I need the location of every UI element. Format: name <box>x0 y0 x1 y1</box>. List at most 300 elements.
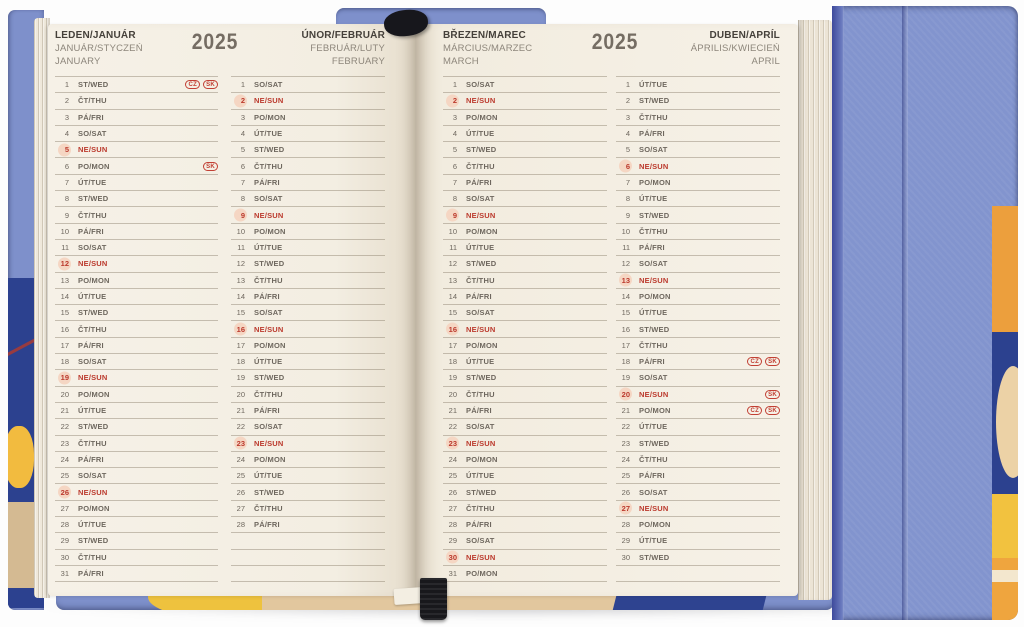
day-number: 15 <box>60 308 69 318</box>
holiday-badge-sk: SK <box>765 390 780 399</box>
day-row <box>616 452 780 468</box>
day-row <box>55 403 218 419</box>
day-name: ČT/THU <box>78 438 107 448</box>
month-title-en: JANUARY <box>55 56 101 67</box>
empty-row <box>231 533 385 549</box>
day-number: 7 <box>625 177 630 187</box>
holiday-badges <box>747 406 780 415</box>
day-row <box>443 289 607 305</box>
day-number: 21 <box>621 406 630 416</box>
day-name: PO/MON <box>78 503 110 513</box>
day-name: ÚT/TUE <box>639 80 668 90</box>
day-name: NE/SUN <box>639 161 669 171</box>
day-name: SO/SAT <box>254 308 283 318</box>
day-name: PÁ/FRI <box>466 406 492 416</box>
day-number: 27 <box>60 503 69 513</box>
cover-art-orange-patch <box>992 206 1018 334</box>
month-title-cs-sk: DUBEN/APRÍL <box>709 30 780 41</box>
day-name: PO/MON <box>639 406 671 416</box>
day-name: SO/SAT <box>254 80 283 90</box>
flap-hinge-crease <box>832 6 844 620</box>
day-row <box>55 354 218 370</box>
month-column-january <box>55 29 218 582</box>
month-title-en: MARCH <box>443 56 479 67</box>
day-name: PO/MON <box>639 177 671 187</box>
day-number: 10 <box>236 226 245 236</box>
day-name: PÁ/FRI <box>78 340 104 350</box>
day-number: 7 <box>452 177 457 187</box>
day-name: SO/SAT <box>466 536 495 546</box>
day-row <box>616 77 780 93</box>
day-number: 19 <box>236 373 245 383</box>
day-number: 26 <box>621 487 630 497</box>
day-number: 16 <box>60 324 69 334</box>
day-name: ST/WED <box>254 259 285 269</box>
day-row <box>55 224 218 240</box>
month-header <box>616 29 780 68</box>
day-name: NE/SUN <box>78 373 108 383</box>
day-name: NE/SUN <box>639 275 669 285</box>
day-row-sunday <box>55 256 218 272</box>
day-row-sunday <box>55 370 218 386</box>
day-row <box>616 256 780 272</box>
day-row <box>55 175 218 191</box>
day-number: 10 <box>621 226 630 236</box>
day-row <box>616 338 780 354</box>
month-title-cs-sk: BŘEZEN/MAREC <box>443 30 526 41</box>
day-number: 15 <box>448 308 457 318</box>
day-row-sunday <box>443 93 607 109</box>
magnetic-cover-flap <box>832 6 1018 620</box>
day-row <box>443 387 607 403</box>
day-row <box>443 338 607 354</box>
day-name: ÚT/TUE <box>78 292 107 301</box>
day-number: 16 <box>443 325 457 334</box>
day-number: 9 <box>231 211 245 220</box>
day-row <box>55 517 218 533</box>
cover-art-orange-patch <box>992 558 1018 620</box>
day-number: 15 <box>236 308 245 318</box>
month-header <box>231 29 385 68</box>
day-name: ÚT/TUE <box>639 536 668 546</box>
day-number: 24 <box>448 454 457 464</box>
cover-art-yellow-patch <box>8 426 34 488</box>
day-name: PÁ/FRI <box>254 520 280 530</box>
day-row <box>55 77 218 93</box>
day-row <box>443 517 607 533</box>
day-number: 19 <box>448 373 457 383</box>
day-list <box>616 76 780 582</box>
day-number: 12 <box>236 259 245 269</box>
day-name: ÚT/TUE <box>78 520 107 530</box>
day-row <box>231 403 385 419</box>
day-number: 31 <box>448 569 457 579</box>
day-name: ČT/THU <box>78 324 107 334</box>
day-name: PÁ/FRI <box>78 226 104 236</box>
day-number: 30 <box>60 552 69 562</box>
day-number: 25 <box>621 471 630 481</box>
day-number: 17 <box>621 340 630 350</box>
day-row <box>443 452 607 468</box>
day-name: NE/SUN <box>254 96 284 106</box>
day-row <box>55 126 218 142</box>
day-row <box>231 370 385 386</box>
day-row <box>231 240 385 256</box>
day-number: 20 <box>60 389 69 399</box>
day-name: ST/WED <box>78 194 109 204</box>
day-name: PO/MON <box>254 112 286 122</box>
day-name: PÁ/FRI <box>78 454 104 464</box>
day-number: 13 <box>236 275 245 285</box>
day-number: 11 <box>237 243 245 253</box>
day-row <box>616 468 780 484</box>
holiday-badge-cz: CZ <box>747 406 762 415</box>
day-name: PO/MON <box>466 569 498 579</box>
day-row <box>443 175 607 191</box>
day-row <box>231 354 385 370</box>
day-row <box>616 533 780 549</box>
day-name: PÁ/FRI <box>639 357 665 367</box>
day-name: SO/SAT <box>466 194 495 204</box>
day-row <box>55 452 218 468</box>
day-number: 7 <box>64 177 69 187</box>
day-row <box>231 224 385 240</box>
day-name: ÚT/TUE <box>254 471 283 481</box>
day-number: 25 <box>60 471 69 481</box>
day-row <box>231 387 385 403</box>
day-name: SO/SAT <box>639 487 668 497</box>
day-row <box>443 224 607 240</box>
day-row <box>616 224 780 240</box>
day-number: 2 <box>625 96 630 106</box>
day-name: ÚT/TUE <box>639 194 668 204</box>
day-number: 25 <box>236 471 245 481</box>
day-row <box>616 191 780 207</box>
day-number: 27 <box>236 503 245 513</box>
day-row-sunday <box>443 321 607 337</box>
day-row <box>231 273 385 289</box>
day-name: NE/SUN <box>466 210 496 220</box>
day-number: 23 <box>60 438 69 448</box>
day-number: 6 <box>452 161 457 171</box>
day-row <box>443 354 607 370</box>
day-row-sunday <box>443 436 607 452</box>
holiday-badge-sk: SK <box>203 80 218 89</box>
day-name: PÁ/FRI <box>466 520 492 530</box>
day-row-sunday <box>55 142 218 158</box>
day-name: PÁ/FRI <box>254 292 280 301</box>
day-name: ČT/THU <box>466 503 495 513</box>
month-header <box>443 29 607 68</box>
day-number: 16 <box>231 325 245 334</box>
cover-art-cream-stripe <box>992 570 1018 582</box>
holiday-badges <box>185 80 218 89</box>
day-name: PÁ/FRI <box>466 292 492 301</box>
day-row <box>55 566 218 582</box>
day-row <box>55 240 218 256</box>
month-title-hu-pl: FEBRUÁR/LUTY <box>310 43 385 54</box>
holiday-badges <box>765 390 780 399</box>
day-row <box>443 142 607 158</box>
day-name: SO/SAT <box>466 80 495 90</box>
day-name: NE/SUN <box>466 324 496 334</box>
day-row <box>231 501 385 517</box>
day-number: 13 <box>616 276 630 285</box>
day-number: 5 <box>55 145 69 154</box>
month-column-march <box>443 29 607 582</box>
day-name: ÚT/TUE <box>466 129 495 139</box>
day-row <box>443 419 607 435</box>
day-number: 18 <box>621 357 630 367</box>
month-title-en: APRIL <box>751 56 780 67</box>
day-row <box>231 158 385 174</box>
day-number: 23 <box>443 439 457 448</box>
day-name: PO/MON <box>254 226 286 236</box>
bookmark-ribbon <box>420 578 447 620</box>
day-name: ST/WED <box>639 210 670 220</box>
month-column-february <box>231 29 385 582</box>
day-number: 6 <box>240 161 245 171</box>
day-name: ST/WED <box>466 259 497 269</box>
day-number: 13 <box>448 275 457 285</box>
day-row <box>443 370 607 386</box>
day-row <box>443 484 607 500</box>
day-name: SO/SAT <box>78 471 107 481</box>
day-number: 8 <box>64 194 69 204</box>
day-name: PÁ/FRI <box>254 177 280 187</box>
day-name: PO/MON <box>639 520 671 530</box>
day-name: ČT/THU <box>466 389 495 399</box>
day-number: 29 <box>448 536 457 546</box>
day-number: 20 <box>236 389 245 399</box>
day-name: ST/WED <box>254 145 285 155</box>
day-name: NE/SUN <box>78 145 108 155</box>
day-name: PÁ/FRI <box>78 112 104 122</box>
day-name: ÚT/TUE <box>466 471 495 481</box>
day-number: 9 <box>625 210 630 220</box>
day-row <box>231 338 385 354</box>
day-row <box>231 77 385 93</box>
day-name: ÚT/TUE <box>78 406 107 416</box>
day-name: NE/SUN <box>639 389 669 399</box>
day-name: ST/WED <box>639 552 670 562</box>
month-column-april <box>616 29 780 582</box>
day-number: 19 <box>621 373 630 383</box>
day-row <box>616 436 780 452</box>
day-row <box>55 158 218 174</box>
day-number: 7 <box>240 177 245 187</box>
day-number: 21 <box>236 406 245 416</box>
day-number: 15 <box>621 308 630 318</box>
day-number: 4 <box>452 129 457 139</box>
day-number: 1 <box>625 80 630 90</box>
day-row <box>616 305 780 321</box>
day-row <box>55 273 218 289</box>
day-name: PO/MON <box>639 292 671 301</box>
day-row <box>55 191 218 207</box>
flap-outer-artwork <box>992 6 1018 620</box>
day-row-sunday <box>55 484 218 500</box>
day-number: 28 <box>60 520 69 530</box>
day-row <box>55 93 218 109</box>
day-row <box>616 517 780 533</box>
month-title-hu-pl: ÁPRILIS/KWIECIEŃ <box>690 43 780 54</box>
day-number: 17 <box>60 340 69 350</box>
day-number: 24 <box>60 454 69 464</box>
day-name: SO/SAT <box>639 145 668 155</box>
day-row-sunday <box>443 550 607 566</box>
day-name: ČT/THU <box>78 552 107 562</box>
day-number: 13 <box>60 275 69 285</box>
day-row <box>231 517 385 533</box>
day-name: SO/SAT <box>78 243 107 253</box>
day-number: 25 <box>448 471 457 481</box>
day-number: 6 <box>616 162 630 171</box>
page-right <box>416 24 798 596</box>
day-name: PO/MON <box>466 340 498 350</box>
day-name: SO/SAT <box>254 194 283 204</box>
day-name: PO/MON <box>78 275 110 285</box>
day-row-sunday <box>616 273 780 289</box>
day-number: 30 <box>621 552 630 562</box>
day-number: 3 <box>625 112 630 122</box>
day-name: SO/SAT <box>254 422 283 432</box>
day-number: 17 <box>236 340 245 350</box>
day-row-sunday <box>231 321 385 337</box>
day-name: NE/SUN <box>78 487 108 497</box>
month-title-hu-pl: MÁRCIUS/MARZEC <box>443 43 533 54</box>
day-row <box>231 305 385 321</box>
day-row <box>616 142 780 158</box>
day-number: 26 <box>448 487 457 497</box>
day-number: 22 <box>236 422 245 432</box>
day-row-sunday <box>616 501 780 517</box>
day-number: 6 <box>64 161 69 171</box>
day-row <box>443 158 607 174</box>
day-name: ČT/THU <box>254 161 283 171</box>
day-row <box>231 289 385 305</box>
day-name: NE/SUN <box>78 259 108 269</box>
day-number: 18 <box>236 357 245 367</box>
day-number: 29 <box>621 536 630 546</box>
day-name: PÁ/FRI <box>639 471 665 481</box>
holiday-badges <box>203 162 218 171</box>
day-number: 24 <box>236 454 245 464</box>
day-row <box>443 240 607 256</box>
day-row-sunday <box>231 93 385 109</box>
day-number: 28 <box>448 520 457 530</box>
day-row <box>443 273 607 289</box>
day-row <box>231 484 385 500</box>
day-number: 29 <box>60 536 69 546</box>
day-row <box>231 175 385 191</box>
holiday-badge-cz: CZ <box>185 80 200 89</box>
day-name: PÁ/FRI <box>78 569 104 579</box>
day-name: NE/SUN <box>254 438 284 448</box>
day-number: 19 <box>55 373 69 382</box>
day-name: ST/WED <box>639 324 670 334</box>
day-row <box>616 370 780 386</box>
day-name: ST/WED <box>254 373 285 383</box>
day-row <box>55 550 218 566</box>
day-number: 5 <box>240 145 245 155</box>
day-row <box>231 110 385 126</box>
day-number: 21 <box>448 406 457 416</box>
month-title-cs-sk: ÚNOR/FEBRUÁR <box>301 30 385 41</box>
day-number: 1 <box>240 80 245 90</box>
day-name: ST/WED <box>639 96 670 106</box>
day-name: ST/WED <box>639 438 670 448</box>
day-row <box>55 321 218 337</box>
day-name: NE/SUN <box>466 552 496 562</box>
day-number: 3 <box>240 112 245 122</box>
day-row <box>443 501 607 517</box>
day-name: ST/WED <box>254 487 285 497</box>
day-number: 4 <box>625 129 630 139</box>
day-row <box>55 207 218 223</box>
day-name: ČT/THU <box>466 161 495 171</box>
day-number: 8 <box>240 194 245 204</box>
day-row <box>55 387 218 403</box>
day-row <box>616 550 780 566</box>
day-name: PO/MON <box>254 340 286 350</box>
day-row <box>616 403 780 419</box>
day-number: 12 <box>55 259 69 268</box>
day-number: 2 <box>231 96 245 105</box>
day-name: NE/SUN <box>466 438 496 448</box>
day-row <box>616 207 780 223</box>
day-name: PO/MON <box>466 112 498 122</box>
day-row <box>616 240 780 256</box>
day-name: ČT/THU <box>639 226 668 236</box>
holiday-badge-sk: SK <box>765 357 780 366</box>
day-number: 14 <box>236 292 245 301</box>
day-name: ČT/THU <box>639 112 668 122</box>
day-name: ČT/THU <box>254 503 283 513</box>
day-row <box>443 126 607 142</box>
day-name: ST/WED <box>78 308 109 318</box>
day-name: ST/WED <box>466 373 497 383</box>
day-list <box>443 76 607 582</box>
day-name: SO/SAT <box>466 308 495 318</box>
day-row <box>616 175 780 191</box>
day-name: SO/SAT <box>639 259 668 269</box>
day-row <box>55 419 218 435</box>
month-title-cs-sk: LEDEN/JANUÁR <box>55 30 136 41</box>
day-number: 8 <box>452 194 457 204</box>
day-name: SO/SAT <box>466 422 495 432</box>
day-row-sunday <box>231 436 385 452</box>
day-row <box>443 77 607 93</box>
day-number: 11 <box>61 243 69 253</box>
day-name: ÚT/TUE <box>254 129 283 139</box>
day-number: 12 <box>621 259 630 269</box>
day-row <box>616 93 780 109</box>
day-name: ČT/THU <box>254 389 283 399</box>
holiday-badge-sk: SK <box>203 162 218 171</box>
day-row <box>616 419 780 435</box>
day-row <box>55 436 218 452</box>
day-row <box>443 110 607 126</box>
day-number: 2 <box>443 96 457 105</box>
day-row <box>616 110 780 126</box>
day-name: PÁ/FRI <box>466 177 492 187</box>
day-name: ÚT/TUE <box>254 357 283 367</box>
day-name: ST/WED <box>466 145 497 155</box>
page-stack-right-edge <box>798 20 832 600</box>
day-row <box>443 191 607 207</box>
day-number: 30 <box>443 553 457 562</box>
